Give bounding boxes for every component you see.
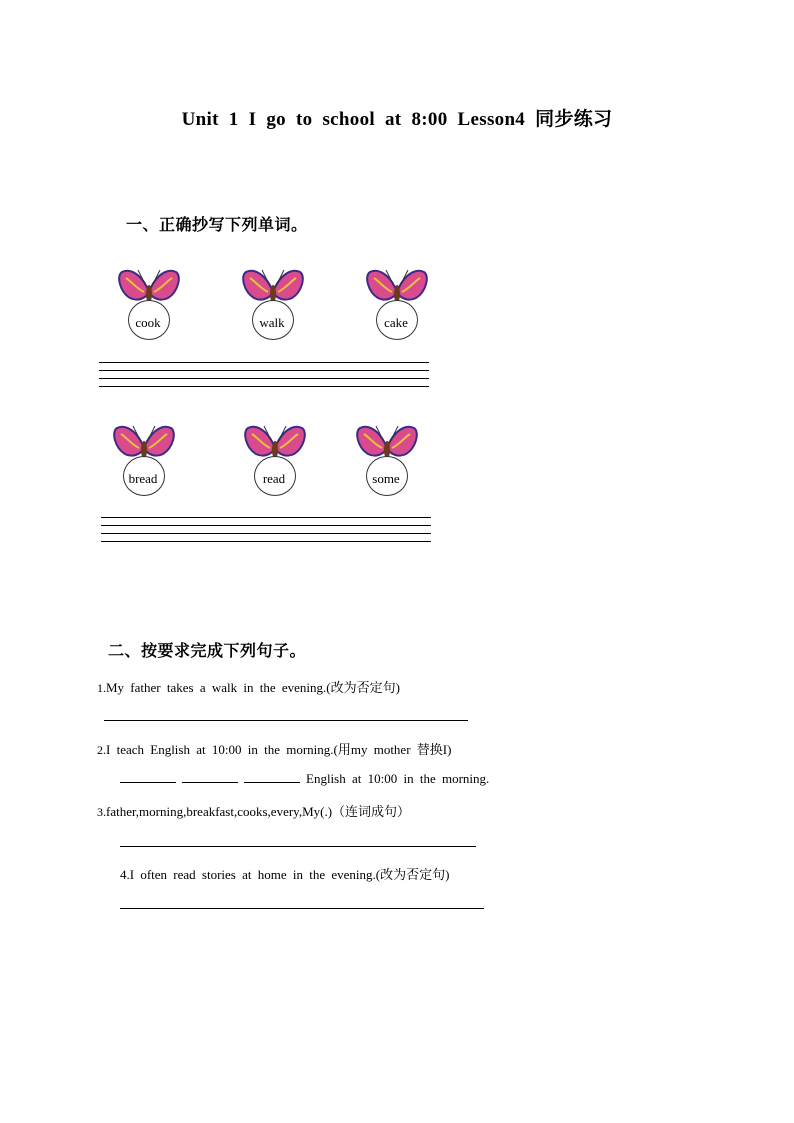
word-card-bread — [111, 424, 177, 504]
page-title: Unit 1 I go to school at 8:00 Lesson4 同步练习 — [181, 109, 613, 130]
question-2 — [97, 739, 451, 758]
word-label: read — [262, 471, 286, 486]
word-card-cook — [116, 268, 182, 348]
word-label: cake — [384, 315, 408, 330]
word-label: cook — [135, 315, 161, 330]
question-4 — [120, 864, 449, 883]
question-2-fill-row — [120, 770, 489, 787]
question-3 — [97, 801, 410, 820]
answer-line-3[interactable] — [120, 846, 476, 847]
fill-text: English at 10:00 in the morning. — [306, 771, 490, 786]
question-number: 3. — [97, 805, 106, 819]
fill-blank[interactable] — [120, 770, 176, 783]
question-text: 4.I often read stories at home in the evening.(改为否定句) — [120, 867, 450, 882]
fill-blank[interactable] — [182, 770, 238, 783]
fill-blank[interactable] — [244, 770, 300, 783]
word-card-cake — [364, 268, 430, 348]
word-label: walk — [259, 315, 285, 330]
question-text: My father takes a walk in the evening.(改为否定句) — [106, 680, 400, 695]
question-1 — [97, 677, 400, 696]
word-card-some — [354, 424, 420, 504]
word-label: some — [372, 471, 400, 486]
answer-line-4[interactable] — [120, 908, 484, 909]
section-2-heading: 二、按要求完成下列句子。 — [108, 643, 307, 660]
answer-line-1[interactable] — [104, 720, 468, 721]
question-number: 1. — [97, 681, 106, 695]
question-text: father,morning,breakfast,cooks,every,My(.)（连词成句） — [106, 804, 411, 819]
word-card-walk — [240, 268, 306, 348]
handwriting-lines[interactable] — [99, 362, 429, 388]
word-card-read — [242, 424, 308, 504]
word-label: bread — [128, 471, 158, 486]
question-text: I teach English at 10:00 in the morning.(用my mother 替换I) — [106, 742, 452, 757]
handwriting-lines[interactable] — [101, 517, 431, 543]
section-1-heading: 一、正确抄写下列单词。 — [126, 217, 308, 234]
question-number: 2. — [97, 743, 106, 757]
